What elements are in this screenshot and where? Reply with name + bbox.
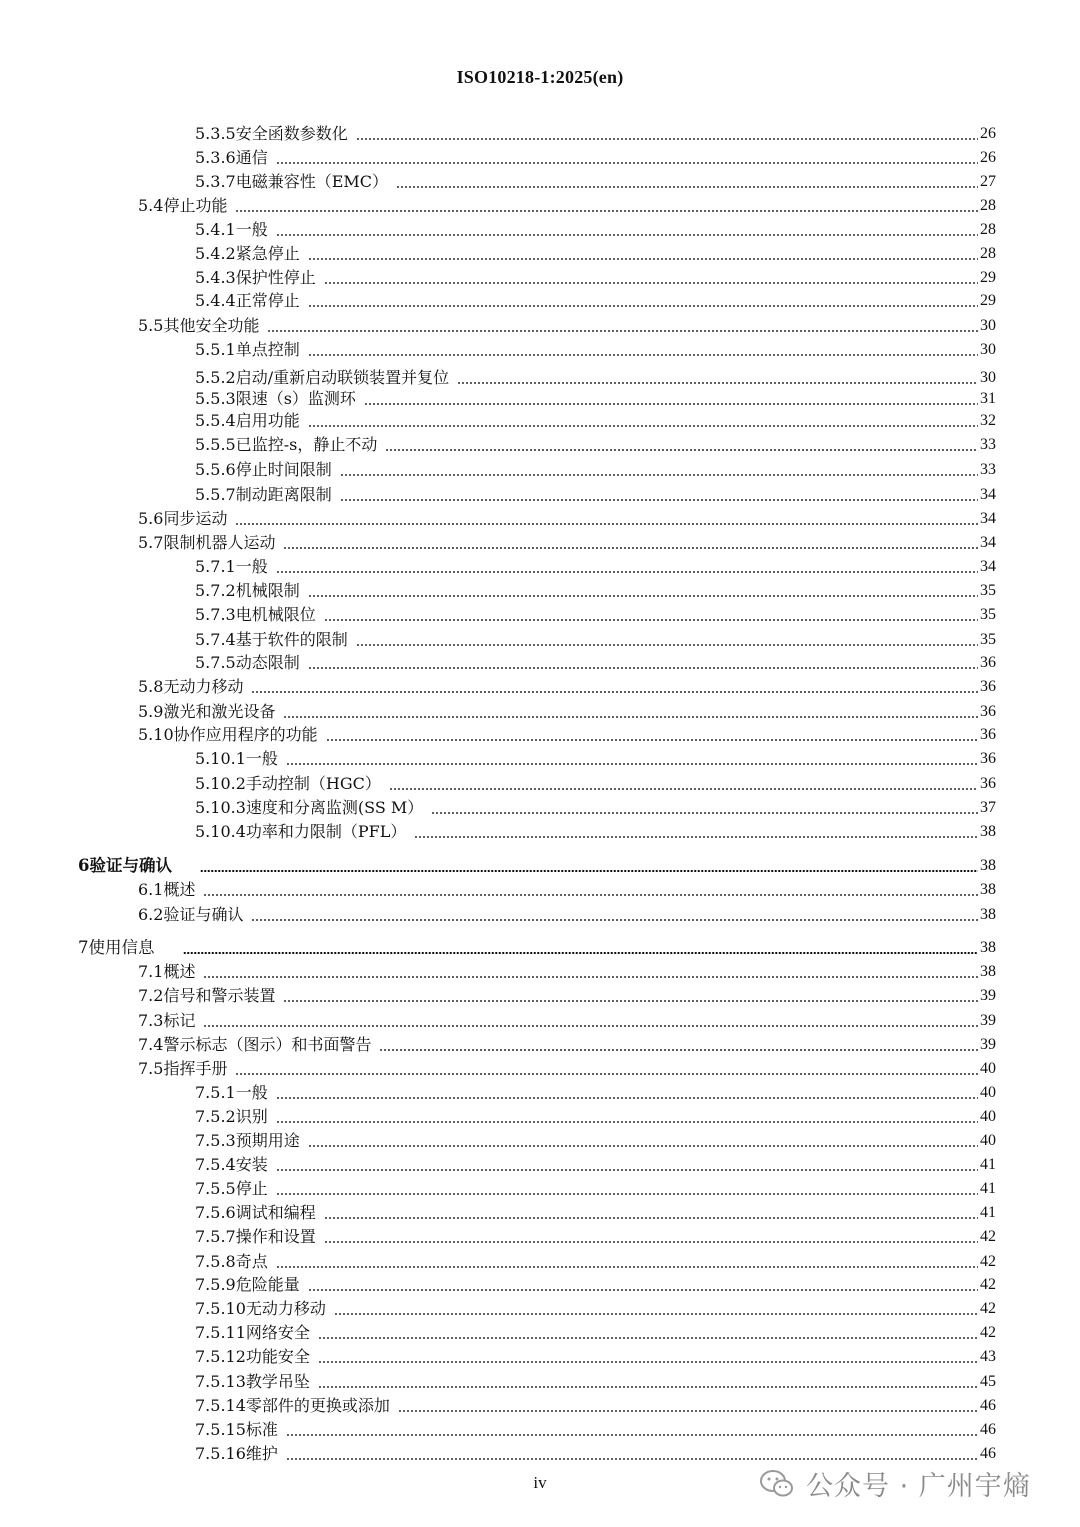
toc-dot-leader <box>308 410 978 428</box>
toc-entry-title: 5.9激光和激光设备 <box>138 702 276 721</box>
toc-entry-page: 36 <box>980 703 996 720</box>
toc-entry <box>138 194 996 216</box>
toc-entry <box>195 579 996 601</box>
toc-dot-leader <box>283 701 978 719</box>
toc-entry-title: 5.3.7电磁兼容性（EMC） <box>195 172 389 191</box>
toc-entry-page: 37 <box>980 799 996 816</box>
toc-entry-title: 5.7.3电机械限位 <box>195 605 316 624</box>
toc-entry-title: 5.5其他安全功能 <box>138 316 260 335</box>
toc-dot-leader <box>235 1058 978 1076</box>
toc-entry <box>195 1201 996 1223</box>
toc-entry-title: 7.2信号和警示装置 <box>138 986 276 1005</box>
toc-entry <box>195 555 996 577</box>
toc-dot-leader <box>276 147 978 165</box>
toc-entry <box>195 1177 996 1199</box>
toc-entry-page: 38 <box>980 963 996 980</box>
toc-entry-page: 38 <box>980 939 996 956</box>
toc-entry <box>195 338 996 360</box>
toc-dot-leader <box>318 1322 978 1340</box>
toc-entry <box>195 266 996 288</box>
toc-entry <box>138 960 996 982</box>
toc-entry-page: 35 <box>980 582 996 599</box>
toc-dot-leader <box>324 1226 978 1244</box>
toc-dot-leader <box>203 879 978 897</box>
toc-entry-title: 5.4.2紧急停止 <box>195 244 300 263</box>
toc-entry-page: 36 <box>980 654 996 671</box>
toc-dot-leader <box>308 243 978 261</box>
toc-dot-leader <box>457 367 978 385</box>
toc-entry <box>195 289 996 311</box>
toc-dot-leader <box>276 1178 978 1196</box>
toc-entry-page: 29 <box>980 269 996 286</box>
toc-entry <box>195 1081 996 1103</box>
toc-entry <box>195 122 996 144</box>
toc-entry-page: 26 <box>980 125 996 142</box>
toc-dot-leader <box>389 773 978 791</box>
toc-entry <box>195 1442 996 1464</box>
toc-entry-page: 32 <box>980 412 996 429</box>
toc-entry-page: 34 <box>980 534 996 551</box>
toc-dot-leader <box>308 290 978 308</box>
toc-entry-page: 34 <box>980 486 996 503</box>
toc-entry <box>78 936 996 958</box>
toc-dot-leader <box>276 1251 978 1269</box>
toc-dot-leader <box>324 1202 978 1220</box>
toc-entry-page: 35 <box>980 631 996 648</box>
toc-entry <box>195 603 996 625</box>
toc-entry-title: 5.6同步运动 <box>138 509 228 528</box>
toc-entry-title: 5.4.4正常停止 <box>195 291 300 310</box>
toc-entry <box>138 507 996 529</box>
toc-entry <box>195 651 996 673</box>
toc-entry-title: 7.3标记 <box>138 1011 196 1030</box>
toc-entry-page: 29 <box>980 292 996 309</box>
toc-dot-leader <box>286 1443 978 1461</box>
toc-dot-leader <box>385 434 978 452</box>
toc-dot-leader <box>308 580 978 598</box>
toc-entry-title: 7.5.16维护 <box>195 1444 278 1463</box>
toc-entry-title: 7.5.13教学吊坠 <box>195 1372 310 1391</box>
toc-entry-title: 7.5指挥手册 <box>138 1059 228 1078</box>
toc-entry <box>138 723 996 745</box>
toc-dot-leader <box>203 961 978 979</box>
toc-entry-page: 40 <box>980 1060 996 1077</box>
toc-entry-title: 7.5.2识别 <box>195 1107 268 1126</box>
toc-entry-page: 28 <box>980 197 996 214</box>
toc-entry <box>195 1273 996 1295</box>
toc-entry <box>195 628 996 650</box>
toc-entry-page: 42 <box>980 1276 996 1293</box>
toc-entry-page: 28 <box>980 221 996 238</box>
toc-entry-page: 42 <box>980 1324 996 1341</box>
toc-dot-leader <box>276 1154 978 1172</box>
toc-entry-title: 5.10.3速度和分离监测(SS M） <box>195 798 424 817</box>
toc-entry-title: 5.3.6通信 <box>195 148 268 167</box>
toc-entry-title: 5.8无动力移动 <box>138 677 244 696</box>
toc-entry <box>195 170 996 192</box>
toc-entry <box>195 1418 996 1440</box>
toc-dot-leader <box>324 604 978 622</box>
toc-entry-title: 5.5.6停止时间限制 <box>195 460 332 479</box>
toc-entry <box>195 1153 996 1175</box>
toc-entry-page: 40 <box>980 1108 996 1125</box>
toc-entry-title: 5.7限制机器人运动 <box>138 533 276 552</box>
toc-entry-title: 5.4停止功能 <box>138 196 228 215</box>
toc-entry-title: 7.5.8奇点 <box>195 1252 268 1271</box>
toc-entry-page: 36 <box>980 750 996 767</box>
toc-dot-leader <box>364 388 978 406</box>
toc-entry <box>138 314 996 336</box>
toc-entry <box>195 242 996 264</box>
toc-entry-title: 5.5.1单点控制 <box>195 340 300 359</box>
toc-entry-title: 7.5.7操作和设置 <box>195 1227 316 1246</box>
toc-entry-page: 28 <box>980 245 996 262</box>
toc-entry-title: 7.5.4安装 <box>195 1155 268 1174</box>
toc-entry <box>195 1129 996 1151</box>
toc-entry-page: 42 <box>980 1228 996 1245</box>
toc-dot-leader <box>398 1395 978 1413</box>
toc-entry-title: 6.1概述 <box>138 880 196 899</box>
toc-entry-title: 5.5.5已监控-s，静止不动 <box>195 435 378 454</box>
toc-entry-title: 5.5.2启动/重新启动联锁装置并复位 <box>195 368 450 387</box>
toc-entry-page: 34 <box>980 510 996 527</box>
toc-entry-page: 38 <box>980 823 996 840</box>
toc-entry <box>138 1009 996 1031</box>
toc-entry <box>138 1057 996 1079</box>
toc-dot-leader <box>200 855 978 873</box>
toc-dot-leader <box>379 1034 978 1052</box>
toc-entry-page: 33 <box>980 436 996 453</box>
toc-entry-page: 40 <box>980 1084 996 1101</box>
toc-entry <box>195 820 996 842</box>
toc-dot-leader <box>326 724 978 742</box>
toc-entry-title: 5.7.1一般 <box>195 557 268 576</box>
toc-entry-page: 40 <box>980 1132 996 1149</box>
toc-entry-page: 36 <box>980 678 996 695</box>
toc-entry-page: 41 <box>980 1180 996 1197</box>
toc-entry-page: 39 <box>980 1012 996 1029</box>
toc-dot-leader <box>324 267 978 285</box>
watermark <box>758 1464 1031 1503</box>
toc-entry <box>195 433 996 455</box>
toc-dot-leader <box>431 797 978 815</box>
toc-dot-leader <box>356 123 978 141</box>
toc-dot-leader <box>267 315 978 333</box>
toc-entry-title: 5.4.3保护性停止 <box>195 268 316 287</box>
toc-entry <box>195 409 996 431</box>
toc-dot-leader <box>235 195 978 213</box>
toc-dot-leader <box>203 1010 978 1028</box>
toc-entry-title: 5.4.1一般 <box>195 220 268 239</box>
toc-entry-title: 7.5.14零部件的更换或添加 <box>195 1396 390 1415</box>
toc-entry-page: 38 <box>980 881 996 898</box>
toc-entry-page: 43 <box>980 1348 996 1365</box>
toc-dot-leader <box>308 339 978 357</box>
toc-entry-title: 7.5.11网络安全 <box>195 1323 310 1342</box>
toc-entry-page: 38 <box>980 857 996 874</box>
toc-dot-leader <box>286 1419 978 1437</box>
toc-entry-title: 7使用信息 <box>78 938 155 957</box>
toc-entry <box>195 772 996 794</box>
toc-entry-title: 7.1概述 <box>138 962 196 981</box>
toc-entry-title: 7.5.10无动力移动 <box>195 1299 326 1318</box>
toc-entry <box>138 700 996 722</box>
toc-entry-title: 5.7.2机械限制 <box>195 581 300 600</box>
toc-entry-title: 5.10.4功率和力限制（PFL） <box>195 822 407 841</box>
toc-dot-leader <box>183 937 979 955</box>
toc-dot-leader <box>340 484 978 502</box>
toc-dot-leader <box>251 676 978 694</box>
toc-entry-page: 46 <box>980 1421 996 1438</box>
toc-entry <box>138 984 996 1006</box>
toc-entry-title: 5.5.3限速（s）监测环 <box>195 389 356 408</box>
toc-entry <box>138 675 996 697</box>
toc-entry <box>195 366 996 388</box>
toc-dot-leader <box>340 459 978 477</box>
toc-dot-leader <box>308 1130 978 1148</box>
toc-entry <box>195 1345 996 1367</box>
toc-entry-title: 7.5.5停止 <box>195 1179 268 1198</box>
toc-entry <box>78 854 996 876</box>
toc-entry-page: 31 <box>980 390 996 407</box>
toc-entry-page: 26 <box>980 149 996 166</box>
toc-entry-page: 35 <box>980 606 996 623</box>
toc-dot-leader <box>286 748 978 766</box>
document-header: ISO10218-1:2025(en) <box>456 67 624 87</box>
toc-dot-leader <box>308 1274 978 1292</box>
wechat-icon <box>758 1468 796 1500</box>
toc-dot-leader <box>356 629 978 647</box>
toc-entry <box>195 483 996 505</box>
toc-entry-page: 30 <box>980 341 996 358</box>
toc-entry <box>195 796 996 818</box>
toc-entry-page: 38 <box>980 906 996 923</box>
toc-entry <box>195 1250 996 1272</box>
toc-dot-leader <box>276 219 978 237</box>
toc-dot-leader <box>251 904 978 922</box>
toc-entry-title: 5.7.5动态限制 <box>195 653 300 672</box>
toc-entry-title: 5.7.4基于软件的限制 <box>195 630 348 649</box>
toc-entry-page: 30 <box>980 369 996 386</box>
toc-entry <box>195 1321 996 1343</box>
toc-entry <box>195 387 996 409</box>
toc-entry-page: 41 <box>980 1156 996 1173</box>
toc-dot-leader <box>396 171 978 189</box>
toc-entry-title: 7.4警示标志（图示）和书面警告 <box>138 1035 372 1054</box>
toc-dot-leader <box>276 1082 978 1100</box>
toc-entry-title: 7.5.12功能安全 <box>195 1347 310 1366</box>
toc-entry-page: 36 <box>980 775 996 792</box>
watermark-text: 公众号 · 广州宇熵 <box>806 1471 1031 1502</box>
toc-entry-title: 7.5.3预期用途 <box>195 1131 300 1150</box>
toc-entry-title: 5.5.4启用功能 <box>195 411 300 430</box>
toc-entry <box>138 903 996 925</box>
toc-entry-page: 46 <box>980 1397 996 1414</box>
toc-entry-title: 7.5.9危险能量 <box>195 1275 300 1294</box>
toc-entry-title: 5.3.5安全函数参数化 <box>195 124 348 143</box>
toc-entry-page: 33 <box>980 461 996 478</box>
toc-dot-leader <box>414 821 978 839</box>
toc-entry-page: 27 <box>980 173 996 190</box>
toc-entry-page: 42 <box>980 1300 996 1317</box>
toc-dot-leader <box>283 985 978 1003</box>
toc-entry-title: 5.5.7制动距离限制 <box>195 485 332 504</box>
toc-entry <box>195 218 996 240</box>
toc-entry <box>195 146 996 168</box>
toc-dot-leader <box>276 1106 978 1124</box>
toc-entry-page: 34 <box>980 558 996 575</box>
toc-entry-title: 5.10.2手动控制（HGC） <box>195 774 381 793</box>
toc-entry-title: 7.5.6调试和编程 <box>195 1203 316 1222</box>
toc-entry <box>195 1370 996 1392</box>
toc-entry <box>138 531 996 553</box>
toc-dot-leader <box>283 532 978 550</box>
toc-dot-leader <box>276 556 978 574</box>
toc-entry-title: 5.10.1一般 <box>195 749 278 768</box>
toc-entry <box>195 1105 996 1127</box>
toc-entry-title: 5.10协作应用程序的功能 <box>138 725 318 744</box>
toc-entry-page: 36 <box>980 726 996 743</box>
page-number: iv <box>533 1473 547 1492</box>
toc-entry <box>195 1394 996 1416</box>
toc-entry <box>195 1297 996 1319</box>
toc-dot-leader <box>235 508 978 526</box>
toc-entry-title: 6.2验证与确认 <box>138 905 244 924</box>
toc-entry-page: 39 <box>980 987 996 1004</box>
toc-entry-page: 46 <box>980 1445 996 1462</box>
toc-dot-leader <box>308 652 978 670</box>
toc-entry-title: 7.5.1一般 <box>195 1083 268 1102</box>
toc-entry-page: 45 <box>980 1373 996 1390</box>
toc-entry <box>138 878 996 900</box>
toc-dot-leader <box>318 1346 978 1364</box>
toc-entry <box>138 1033 996 1055</box>
toc-entry-title: 7.5.15标准 <box>195 1420 278 1439</box>
toc-entry-page: 30 <box>980 317 996 334</box>
toc-dot-leader <box>318 1371 978 1389</box>
toc-entry-page: 42 <box>980 1253 996 1270</box>
toc-entry <box>195 1225 996 1247</box>
toc-dot-leader <box>334 1298 978 1316</box>
toc-entry-page: 39 <box>980 1036 996 1053</box>
toc-entry-title: 6验证与确认 <box>78 856 172 875</box>
toc-entry <box>195 458 996 480</box>
toc-entry-page: 41 <box>980 1204 996 1221</box>
toc-entry <box>195 747 996 769</box>
